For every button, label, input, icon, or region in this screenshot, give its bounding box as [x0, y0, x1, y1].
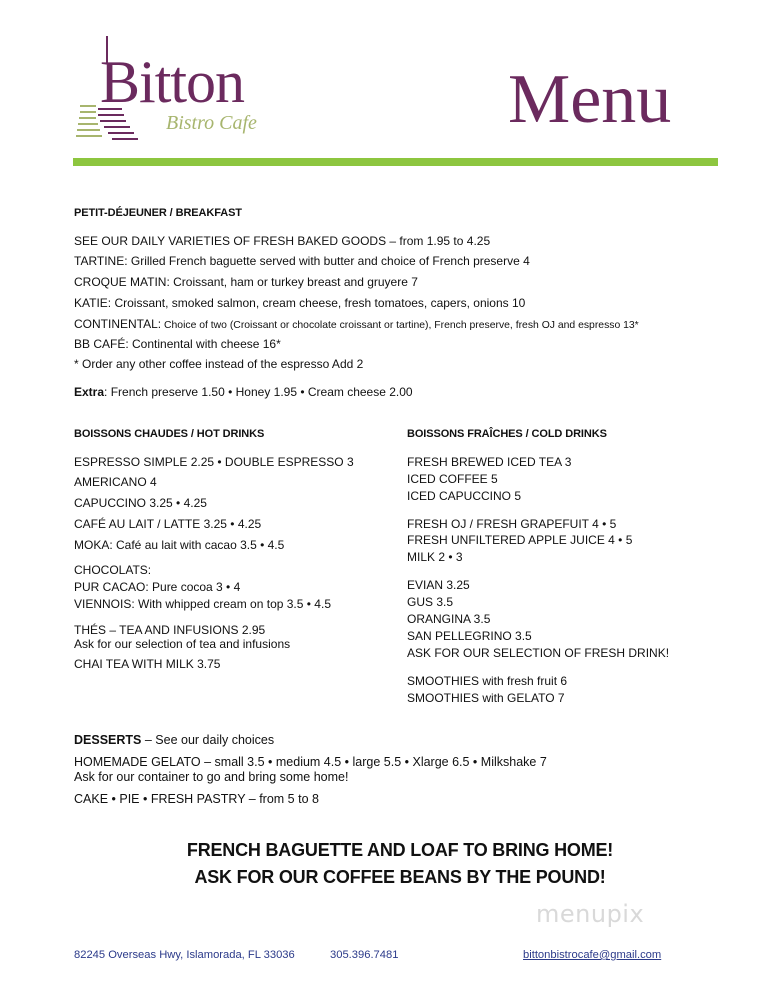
cold-drink-item: SAN PELLEGRINO 3.5	[407, 629, 532, 643]
brand-name: Bitton	[100, 49, 245, 115]
hot-drink-item: CAFÉ AU LAIT / LATTE 3.25 • 4.25	[74, 517, 262, 531]
hot-drink-item: CAPUCCINO 3.25 • 4.25	[74, 496, 207, 510]
cold-drink-item: ICED CAPUCCINO 5	[407, 489, 522, 503]
hot-drink-item: CHAI TEA WITH MILK 3.75	[74, 657, 221, 671]
brand-subtitle: Bistro Cafe	[166, 112, 257, 134]
footer-address: 82245 Overseas Hwy, Islamorada, FL 33036	[74, 949, 295, 961]
continental-text: Choice of two (Croissant or chocolate croissant or tartine), French preserve, fresh OJ and espresso 13*	[161, 320, 639, 331]
cold-drink-item: MILK 2 • 3	[407, 550, 463, 564]
breakfast-continental	[74, 317, 639, 333]
hot-drink-item: ESPRESSO SIMPLE 2.25 • DOUBLE ESPRESSO 3	[74, 455, 354, 469]
divider-bar	[73, 158, 718, 166]
desserts-heading	[74, 733, 274, 747]
hot-drinks-title: BOISSONS CHAUDES / HOT DRINKS	[74, 428, 265, 440]
breakfast-line: SEE OUR DAILY VARIETIES OF FRESH BAKED GOODS – from 1.95 to 4.25	[74, 234, 491, 248]
breakfast-line: CROQUE MATIN: Croissant, ham or turkey breast and gruyere 7	[74, 275, 418, 289]
hot-drink-item: THÉS – TEA AND INFUSIONS 2.95	[74, 623, 266, 637]
hot-drink-item: AMERICANO 4	[74, 475, 157, 489]
breakfast-line: * Order any other coffee instead of the espresso Add 2	[74, 357, 364, 371]
cold-drink-item: ORANGINA 3.5	[407, 612, 491, 626]
footer-phone[interactable]: 305.396.7481	[330, 949, 399, 961]
extra-text: : French preserve 1.50 • Honey 1.95 • Cream cheese 2.00	[104, 385, 413, 399]
cold-drink-item: FRESH OJ / FRESH GRAPEFUIT 4 • 5	[407, 517, 617, 531]
desserts-title: DESSERTS	[74, 733, 142, 747]
cold-drink-item: ASK FOR OUR SELECTION OF FRESH DRINK!	[407, 646, 670, 660]
extra-label: Extra	[74, 385, 105, 399]
dessert-item: HOMEMADE GELATO – small 3.5 • medium 4.5 • large 5.5 • Xlarge 6.5 • Milkshake 7	[74, 755, 547, 769]
hot-drink-item: CHOCOLATS:	[74, 563, 152, 577]
cold-drinks-title: BOISSONS FRAÎCHES / COLD DRINKS	[407, 428, 607, 440]
cold-drink-item: FRESH BREWED ICED TEA 3	[407, 455, 572, 469]
dessert-item: Ask for our container to go and bring some home!	[74, 770, 349, 784]
promo-line: FRENCH BAGUETTE AND LOAF TO BRING HOME!	[186, 840, 614, 860]
logo	[74, 34, 304, 144]
promo-line: ASK FOR OUR COFFEE BEANS BY THE POUND!	[194, 867, 606, 887]
hot-drink-item: Ask for our selection of tea and infusions	[74, 637, 291, 651]
breakfast-extra	[74, 385, 413, 399]
dessert-item: CAKE • PIE • FRESH PASTRY – from 5 to 8	[74, 792, 319, 806]
hot-drink-item: VIENNOIS: With whipped cream on top 3.5 • 4.5	[74, 597, 331, 611]
breakfast-line: TARTINE: Grilled French baguette served with butter and choice of French preserve 4	[74, 254, 530, 268]
watermark: menupix	[536, 900, 645, 928]
cold-drink-item: ICED COFFEE 5	[407, 472, 498, 486]
cold-drink-item: SMOOTHIES with GELATO 7	[407, 691, 565, 705]
footer-email-link[interactable]: bittonbistrocafe@gmail.com	[523, 949, 662, 961]
cold-drink-item: FRESH UNFILTERED APPLE JUICE 4 • 5	[407, 533, 633, 547]
breakfast-line: KATIE: Croissant, smoked salmon, cream cheese, fresh tomatoes, capers, onions 10	[74, 296, 526, 310]
cold-drink-item: SMOOTHIES with fresh fruit 6	[407, 674, 568, 688]
desserts-title-suffix: – See our daily choices	[141, 733, 275, 747]
cold-drink-item: GUS 3.5	[407, 595, 454, 609]
breakfast-title: PETIT-DÉJEUNER / BREAKFAST	[74, 207, 242, 219]
hot-drink-item: PUR CACAO: Pure cocoa 3 • 4	[74, 580, 241, 594]
page-title: Menu	[508, 61, 672, 138]
hot-drink-item: MOKA: Café au lait with cacao 3.5 • 4.5	[74, 538, 285, 552]
breakfast-line: BB CAFÉ: Continental with cheese 16*	[74, 337, 281, 351]
cold-drink-item: EVIAN 3.25	[407, 578, 470, 592]
continental-label: CONTINENTAL:	[74, 317, 162, 331]
